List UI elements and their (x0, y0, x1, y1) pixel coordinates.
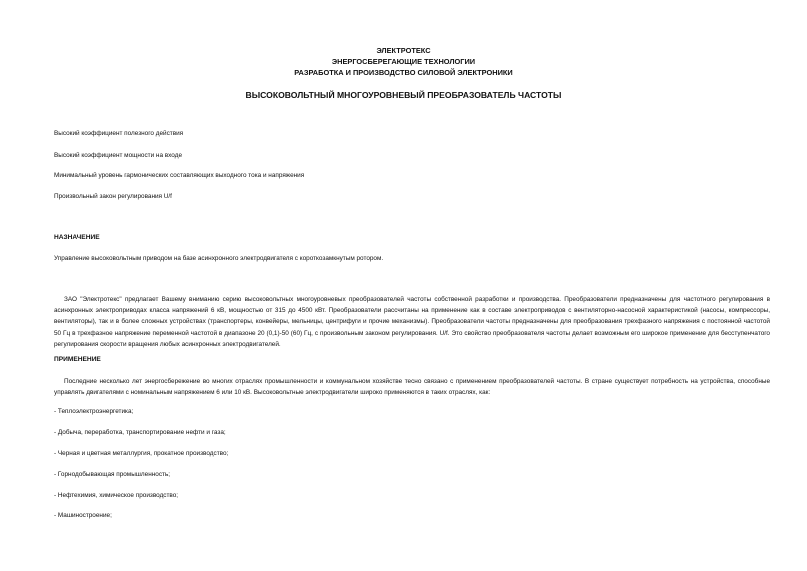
industry-item: - Машиностроение; (54, 512, 112, 519)
company-activity: РАЗРАБОТКА И ПРОИЗВОДСТВО СИЛОВОЙ ЭЛЕКТРОНИКИ (294, 68, 513, 77)
feature-item: Произвольный закон регулирования U/f (54, 193, 172, 200)
application-heading: ПРИМЕНЕНИЕ (54, 356, 101, 363)
industry-item: - Черная и цветная металлургия, прокатное производство; (54, 450, 229, 457)
feature-item: Высокий коэффициент полезного действия (54, 130, 184, 137)
document-title: ВЫСОКОВОЛЬТНЫЙ МНОГОУРОВНЕВЫЙ ПРЕОБРАЗОВАТЕЛЬ ЧАСТОТЫ (245, 90, 562, 100)
intro-paragraph: ЗАО "Электротекс" предлагает Вашему вниманию серию высоковольтных многоуровневых преобразователей частоты собственной разработки и производства. Преобразователи предназначены для частотного регулирования в асинхронных электроприводах класса напряжений 6 кВ, мощностью от 315 до 4500 кВт. Преобразователи рассчитаны на применение как в составе электроприводов с вентиляторно-насосной характеристикой (насосы, компрессоры, вентиляторы), так и в более сложных устройствах (транспортеры, конвейеры, мельницы, центрифуги и прочие механизмы). Преобразователи частоты предназначены для преобразования трехфазного напряжения с постоянной частотой 50 Гц в трехфазное напряжение переменной частотой в диапазоне 20 (0,1)-50 (60) Гц, с произвольным законом регулирования. U/f. Это свойство преобразователя частоты делает возможным его широкое применение для бесступенчатого регулирования скорости вращения любых асинхронных электродвигателей. (54, 296, 770, 348)
application-paragraph: Последние несколько лет энергосбережение во многих отраслях промышленности и коммунальном хозяйстве тесно связано с применением преобразователей частоты. В стране существует потребность на устройства, способные управлять двигателями с номинальным напряжением 6 или 10 кВ. Высоковольтные электродвигатели широко применяются в таких отраслях, как: (54, 378, 770, 397)
feature-item: Высокий коэффициент мощности на входе (54, 152, 183, 159)
industry-item: - Нефтехимия, химическое производство; (54, 492, 179, 499)
company-slogan: ЭНЕРГОСБЕРЕГАЮЩИЕ ТЕХНОЛОГИИ (331, 57, 476, 66)
industry-item: - Теплоэлектроэнергетика; (54, 408, 134, 415)
company-name: ЭЛЕКТРОТЕКС (376, 46, 431, 55)
purpose-text: Управление высоковольтным приводом на базе асинхронного электродвигателя с короткозамкнутым ротором. (54, 255, 384, 262)
industry-item: - Горнодобывающая промышленность; (54, 471, 171, 478)
feature-item: Минимальный уровень гармонических составляющих выходного тока и напряжения (54, 172, 305, 179)
document-header (0, 45, 807, 78)
purpose-heading: НАЗНАЧЕНИЕ (54, 234, 100, 241)
industry-item: - Добыча, переработка, транспортирование нефти и газа; (54, 429, 226, 436)
